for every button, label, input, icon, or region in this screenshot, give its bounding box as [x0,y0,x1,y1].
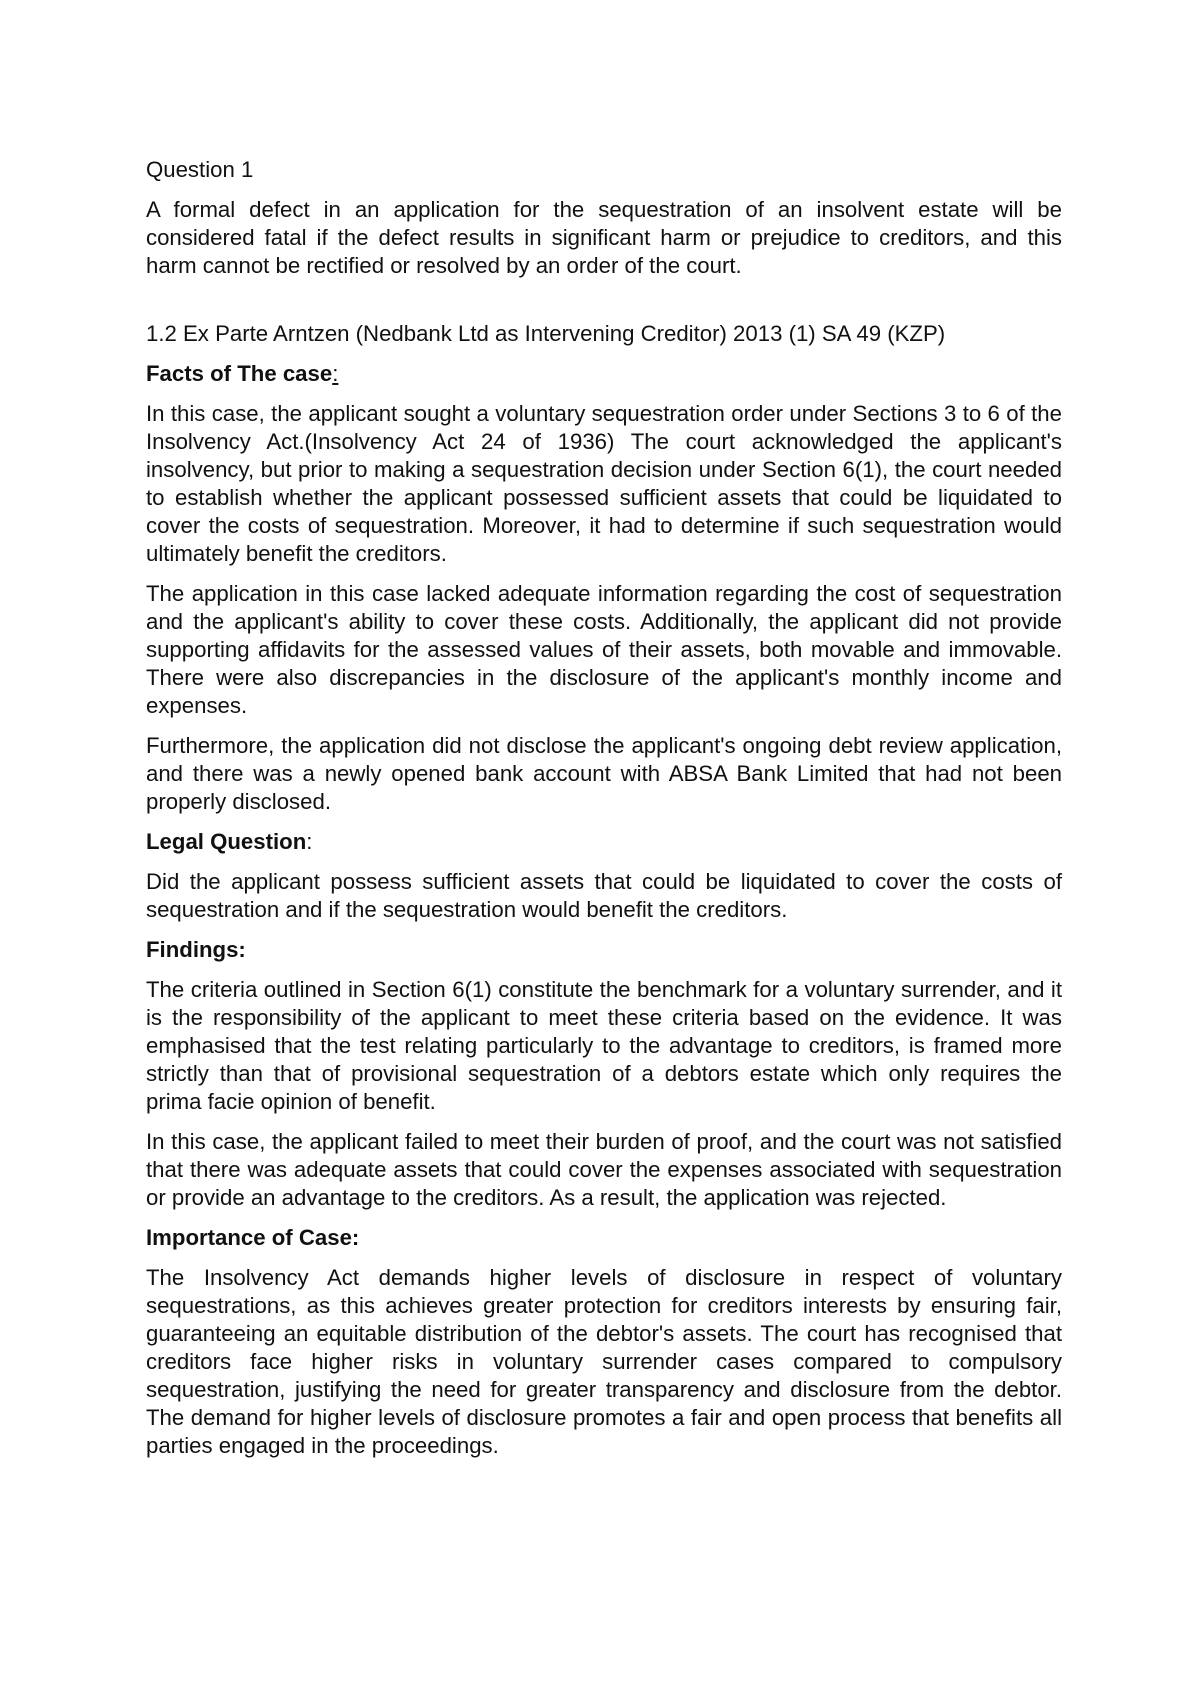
facts-heading-suffix: : [332,361,339,386]
spacer [146,292,1062,320]
legal-question-heading-text: Legal Question [146,829,307,854]
document-page [146,156,1062,1472]
facts-heading [146,360,1062,388]
facts-paragraph: Furthermore, the application did not disclose the applicant's ongoing debt review application, and there was a newly opened bank account with ABSA Bank Limited that had not been properly disclosed. [146,733,1062,814]
importance-paragraph: The Insolvency Act demands higher levels of disclosure in respect of voluntary sequestrations, as this achieves greater protection for creditors interests by ensuring fair, guaranteeing an equitable distribution of the debtor's assets. The court has recognised that creditors face higher risks in voluntary surrender cases compared to compulsory sequestration, justifying the need for greater transparency and disclosure from the debtor. The demand for higher levels of disclosure promotes a fair and open process that benefits all parties engaged in the proceedings. [146,1265,1062,1458]
findings-paragraph: The criteria outlined in Section 6(1) constitute the benchmark for a voluntary surrender, and it is the responsibility of the applicant to meet these criteria based on the evidence. It was emphasised that the test relating particularly to the advantage to creditors, is framed more strictly than that of provisional sequestration of a debtors estate which only requires the prima facie opinion of benefit. [146,977,1062,1114]
facts-paragraph: In this case, the applicant sought a voluntary sequestration order under Sections 3 to 6 of the Insolvency Act.(Insolvency Act 24 of 1936) The court acknowledged the applicant's insolvency, but prior to making a sequestration decision under Section 6(1), the court needed to establish whether the applicant possessed sufficient assets that could be liquidated to cover the costs of sequestration. Moreover, it had to determine if such sequestration would ultimately benefit the creditors. [146,401,1062,566]
case-citation: 1.2 Ex Parte Arntzen (Nedbank Ltd as Intervening Creditor) 2013 (1) SA 49 (KZP) [146,321,946,346]
question-label: Question 1 [146,157,254,182]
importance-heading: Importance of Case: [146,1225,360,1250]
facts-heading-text: Facts of The case [146,361,333,386]
intro-paragraph: A formal defect in an application for the sequestration of an insolvent estate will be considered fatal if the defect results in significant harm or prejudice to creditors, and this harm cannot be rectified or resolved by an order of the court. [146,197,1062,278]
findings-heading: Findings: [146,937,246,962]
legal-question-paragraph: Did the applicant possess sufficient assets that could be liquidated to cover the costs of sequestration and if the sequestration would benefit the creditors. [146,869,1062,922]
facts-paragraph: The application in this case lacked adequate information regarding the cost of sequestration and the applicant's ability to cover these costs. Additionally, the applicant did not provide supporting affidavits for the assessed values of their assets, both movable and immovable. There were also discrepancies in the disclosure of the applicant's monthly income and expenses. [146,581,1062,718]
legal-question-heading [146,828,1062,856]
findings-paragraph: In this case, the applicant failed to meet their burden of proof, and the court was not satisfied that there was adequate assets that could cover the expenses associated with sequestration or provide an advantage to the creditors. As a result, the application was rejected. [146,1129,1062,1210]
legal-question-heading-suffix: : [306,829,313,854]
